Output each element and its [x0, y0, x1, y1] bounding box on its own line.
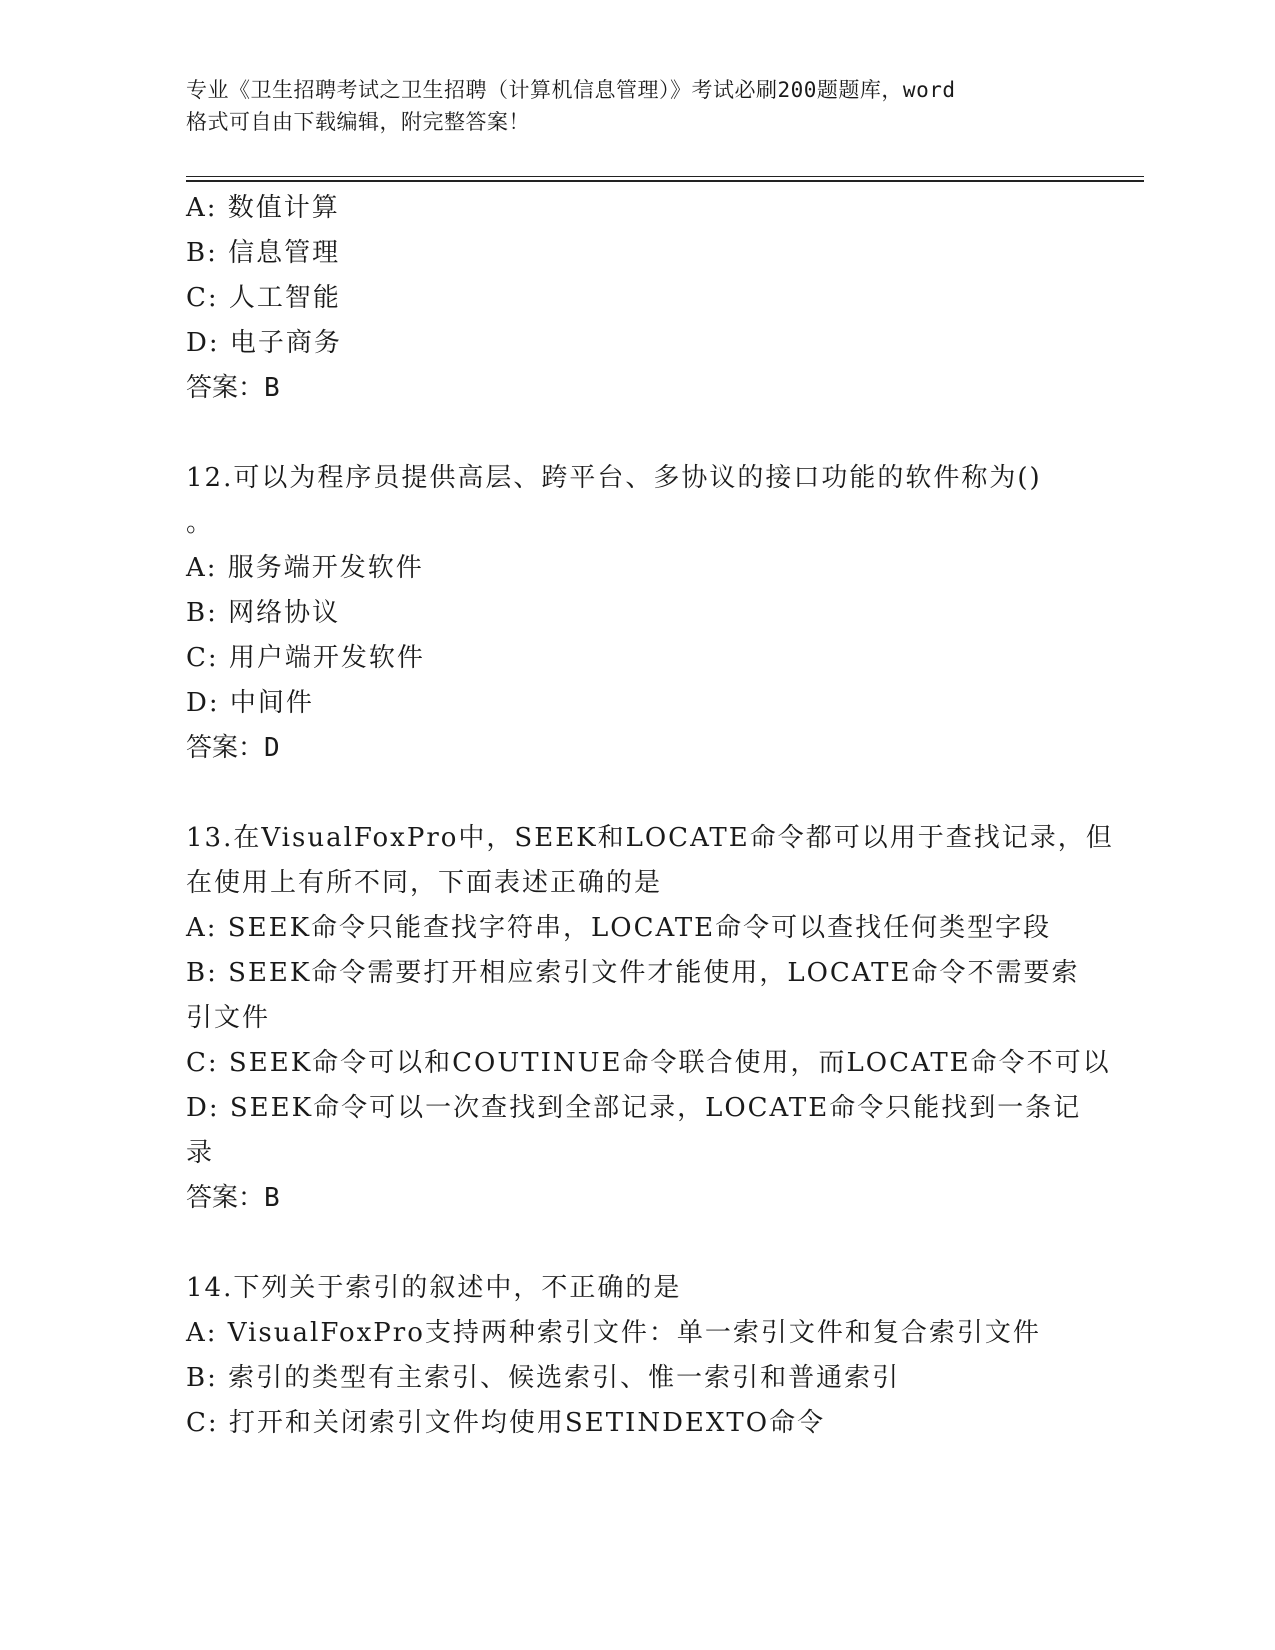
answer-value: D — [264, 733, 280, 763]
q13-stem-line-2: 在使用上有所不同，下面表述正确的是 — [186, 868, 663, 898]
q13-option-b-line-2: 引文件 — [186, 1003, 271, 1033]
q13-option-d-line-1: D: SEEK命令可以一次查找到全部记录，LOCATE命令只能找到一条记 — [186, 1093, 1082, 1123]
question-list — [186, 186, 1114, 1446]
q12-option-c: C: 用户端开发软件 — [186, 643, 425, 673]
q13-option-b-line-1: B: SEEK命令需要打开相应索引文件才能使用，LOCATE命令不需要索 — [186, 958, 1080, 988]
answer-label: 答案： — [186, 1183, 265, 1213]
header-line-2: 格式可自由下载编辑，附完整答案！ — [186, 110, 530, 134]
q13-option-d-line-2: 录 — [186, 1138, 215, 1168]
q12-option-b: B: 网络协议 — [186, 598, 341, 628]
answer-label: 答案： — [186, 373, 265, 403]
answer-value: B — [264, 373, 280, 403]
q13-option-c: C: SEEK命令可以和COUTINUE命令联合使用，而LOCATE命令不可以 — [186, 1048, 1111, 1078]
q12-stem-line-2: 。 — [186, 508, 215, 538]
q12-option-d: D: 中间件 — [186, 688, 314, 718]
answer-label: 答案： — [186, 733, 265, 763]
q11-option-a: A: 数值计算 — [186, 193, 340, 223]
q14-stem-line-1: 14.下列关于索引的叙述中，不正确的是 — [186, 1273, 682, 1303]
header-line-1: 专业《卫生招聘考试之卫生招聘（计算机信息管理）》考试必刷200题题库，word — [186, 78, 956, 102]
header-divider-thin — [186, 176, 1144, 177]
q13-stem-line-1: 13.在VisualFoxPro中，SEEK和LOCATE命令都可以用于查找记录，但 — [186, 823, 1114, 853]
q11-option-c: C: 人工智能 — [186, 283, 341, 313]
q12-stem-line-1: 12.可以为程序员提供高层、跨平台、多协议的接口功能的软件称为() — [186, 463, 1042, 493]
q11-option-d: D: 电子商务 — [186, 328, 342, 358]
header-divider-thick — [186, 180, 1144, 182]
q13-answer — [186, 1176, 1086, 1221]
q14-option-c: C: 打开和关闭索引文件均使用SETINDEXTO命令 — [186, 1408, 826, 1438]
answer-value: B — [264, 1183, 280, 1213]
q12-option-a: A: 服务端开发软件 — [186, 553, 424, 583]
q14-option-a: A: VisualFoxPro支持两种索引文件：单一索引文件和复合索引文件 — [186, 1318, 1041, 1348]
q12-answer — [186, 726, 1086, 771]
q11-option-b: B: 信息管理 — [186, 238, 341, 268]
q11-answer — [186, 366, 1086, 411]
q13-option-a: A: SEEK命令只能查找字符串，LOCATE命令可以查找任何类型字段 — [186, 913, 1052, 943]
document-header — [186, 74, 1086, 138]
q14-option-b: B: 索引的类型有主索引、候选索引、惟一索引和普通索引 — [186, 1363, 901, 1393]
